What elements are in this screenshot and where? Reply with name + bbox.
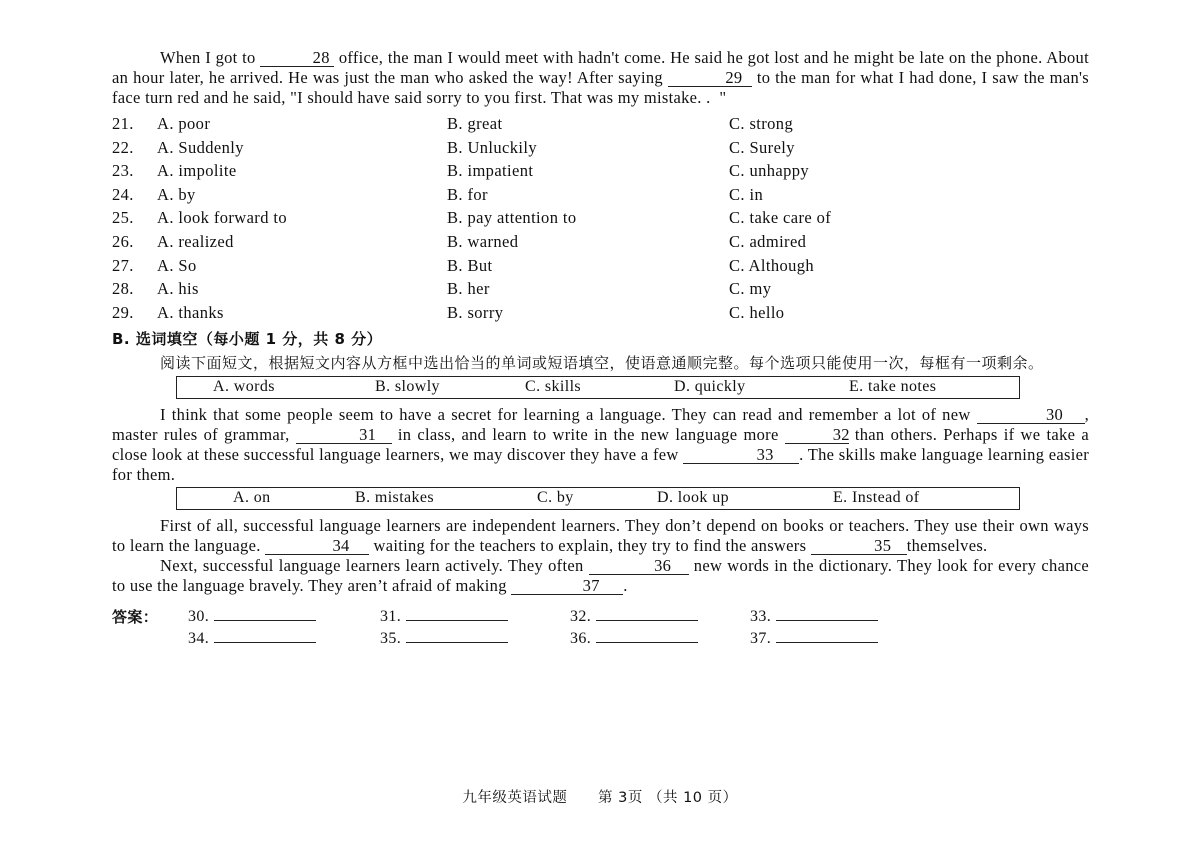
- option-c: C. in: [729, 184, 764, 204]
- options-list: [112, 114, 1089, 326]
- answer-slot[interactable]: [188, 628, 316, 648]
- passage-text: First of all, successful language learners are independent learners. They don’t depend on books or teachers. They use their own ways to learn the language.: [112, 516, 1089, 556]
- answer-number: 32.: [570, 608, 592, 626]
- passage-paragraph-4: [112, 556, 1089, 596]
- option-row: [112, 161, 1089, 185]
- word-box-option: C. by: [537, 489, 574, 507]
- blank-35: 35: [811, 538, 907, 555]
- passage-text: office, the man I would meet with hadn't come. He said he got lost and he might be late on the phone. About an hour later, he arrived. He was just the man who asked the way! After saying: [112, 48, 1089, 87]
- answer-blank[interactable]: [776, 628, 878, 643]
- answer-number: 35.: [380, 630, 402, 648]
- page-footer: 九年级英语试题 第 3页 （共 10 页）: [462, 790, 738, 806]
- passage-paragraph-end: [112, 48, 1089, 108]
- option-c: C. Although: [729, 255, 815, 275]
- answer-slot[interactable]: [750, 606, 878, 626]
- section-b-instruction: 阅读下面短文，根据短文内容从方框中选出恰当的单词或短语填空，使语意通顺完整。每个选项只能使用一次，每框有一项剩余。: [160, 354, 1044, 373]
- option-b: B. Unluckily: [447, 137, 538, 157]
- option-row: [112, 256, 1089, 280]
- option-b: B. pay attention to: [447, 208, 577, 228]
- passage-text: waiting for the teachers to explain, they try to find the answers: [373, 536, 807, 556]
- blank-36: 36: [589, 558, 689, 575]
- answer-slot[interactable]: [380, 606, 508, 626]
- passage-text: . The skills make language learning easier for them.: [112, 445, 1089, 485]
- answer-blank[interactable]: [214, 628, 316, 643]
- passage-text: themselves.: [906, 536, 988, 556]
- option-b: B. sorry: [447, 302, 504, 322]
- option-c: C. take care of: [729, 208, 832, 228]
- answer-number: 31.: [380, 608, 402, 626]
- exam-page: [112, 48, 1089, 652]
- option-b: B. great: [447, 114, 503, 133]
- question-number: 25.: [112, 208, 134, 228]
- word-box-1: [176, 376, 1020, 399]
- passage-paragraph-2: [112, 405, 1089, 485]
- option-c: C. hello: [729, 302, 785, 322]
- passage-text: Next, successful language learners learn actively. They often: [160, 556, 584, 576]
- option-b: B. But: [447, 255, 493, 275]
- passage-paragraph-3: [112, 516, 1089, 556]
- passage-text: new words in the dictionary. They look for every chance to use the language bravely. They aren’t afraid of making: [112, 556, 1089, 596]
- option-b: B. for: [447, 184, 488, 204]
- option-a: A. look forward to: [157, 208, 288, 228]
- option-a: A. his: [157, 279, 199, 299]
- option-a: A. by: [157, 184, 196, 204]
- option-a: A. Suddenly: [157, 137, 244, 157]
- answer-slot[interactable]: [570, 606, 698, 626]
- word-box-2: [176, 487, 1020, 510]
- section-b-title: B. 选词填空（每小题 1 分，共 8 分）: [112, 330, 383, 349]
- option-c: C. Surely: [729, 137, 795, 157]
- option-row: [112, 303, 1089, 327]
- option-row: [112, 114, 1089, 138]
- answer-number: 36.: [570, 630, 592, 648]
- blank-31: 31: [296, 427, 392, 444]
- answer-number: 33.: [750, 608, 772, 626]
- blank-33: 33: [683, 447, 799, 464]
- question-number: 23.: [112, 161, 134, 181]
- passage-text: than others. Perhaps if we take a close look at these successful language learners, we may discover they have a few: [112, 425, 1089, 465]
- blank-32: 32: [785, 427, 849, 444]
- passage-text: in class, and learn to write in the new language more: [397, 425, 779, 445]
- passage-text: When I got to: [160, 48, 256, 67]
- option-b: B. warned: [447, 231, 519, 251]
- option-b: B. impatient: [447, 161, 534, 181]
- question-number: 22.: [112, 137, 134, 157]
- question-number: 29.: [112, 302, 134, 322]
- answer-slot[interactable]: [750, 628, 878, 648]
- answer-label: 答案：: [112, 608, 159, 627]
- option-a: A. So: [157, 255, 197, 275]
- option-row: [112, 232, 1089, 256]
- option-row: [112, 185, 1089, 209]
- option-row: [112, 279, 1089, 303]
- passage-text: .: [623, 576, 628, 596]
- option-b: B. her: [447, 279, 490, 299]
- answer-number: 30.: [188, 608, 210, 626]
- option-a: A. poor: [157, 114, 211, 133]
- word-box-option: B. mistakes: [355, 489, 435, 507]
- answer-number: 37.: [750, 630, 772, 648]
- option-a: A. realized: [157, 231, 234, 251]
- word-box-option: E. take notes: [849, 378, 937, 396]
- blank-30: 30: [977, 407, 1085, 424]
- answer-blank[interactable]: [776, 606, 878, 621]
- answer-number: 34.: [188, 630, 210, 648]
- passage-text: I think that some people seem to have a secret for learning a language. They can read and remember a lot of new: [160, 405, 971, 425]
- answer-slot[interactable]: [188, 606, 316, 626]
- option-a: A. impolite: [157, 161, 237, 181]
- passage-text: , master rules of grammar,: [112, 405, 1089, 445]
- word-box-option: B. slowly: [375, 378, 440, 396]
- word-box-option: A. on: [233, 489, 271, 507]
- blank-28: 28: [260, 50, 334, 67]
- blank-29: 29: [668, 70, 752, 87]
- option-a: A. thanks: [157, 302, 224, 322]
- answer-blank[interactable]: [596, 606, 698, 621]
- option-row: [112, 208, 1089, 232]
- blank-37: 37: [511, 578, 623, 595]
- word-box-option: D. quickly: [674, 378, 746, 396]
- question-number: 21.: [112, 114, 134, 133]
- passage-text: to the man for what I had done, I saw the man's face turn red and he said, "I should have said sorry to you first. That was my mistake. . ": [112, 68, 1089, 107]
- question-number: 28.: [112, 279, 134, 299]
- answer-area: [112, 606, 1089, 652]
- question-number: 24.: [112, 184, 134, 204]
- option-row: [112, 138, 1089, 162]
- answer-blank[interactable]: [406, 628, 508, 643]
- option-c: C. my: [729, 279, 772, 299]
- option-c: C. admired: [729, 231, 807, 251]
- answer-blank[interactable]: [596, 628, 698, 643]
- answer-blank[interactable]: [214, 606, 316, 621]
- question-number: 26.: [112, 231, 134, 251]
- answer-slot[interactable]: [570, 628, 698, 648]
- answer-blank[interactable]: [406, 606, 508, 621]
- word-box-option: D. look up: [657, 489, 729, 507]
- option-c: C. strong: [729, 114, 794, 133]
- option-c: C. unhappy: [729, 161, 810, 181]
- word-box-option: E. Instead of: [833, 489, 920, 507]
- word-box-option: A. words: [213, 378, 275, 396]
- question-number: 27.: [112, 255, 134, 275]
- blank-34: 34: [265, 538, 369, 555]
- answer-slot[interactable]: [380, 628, 508, 648]
- word-box-option: C. skills: [525, 378, 582, 396]
